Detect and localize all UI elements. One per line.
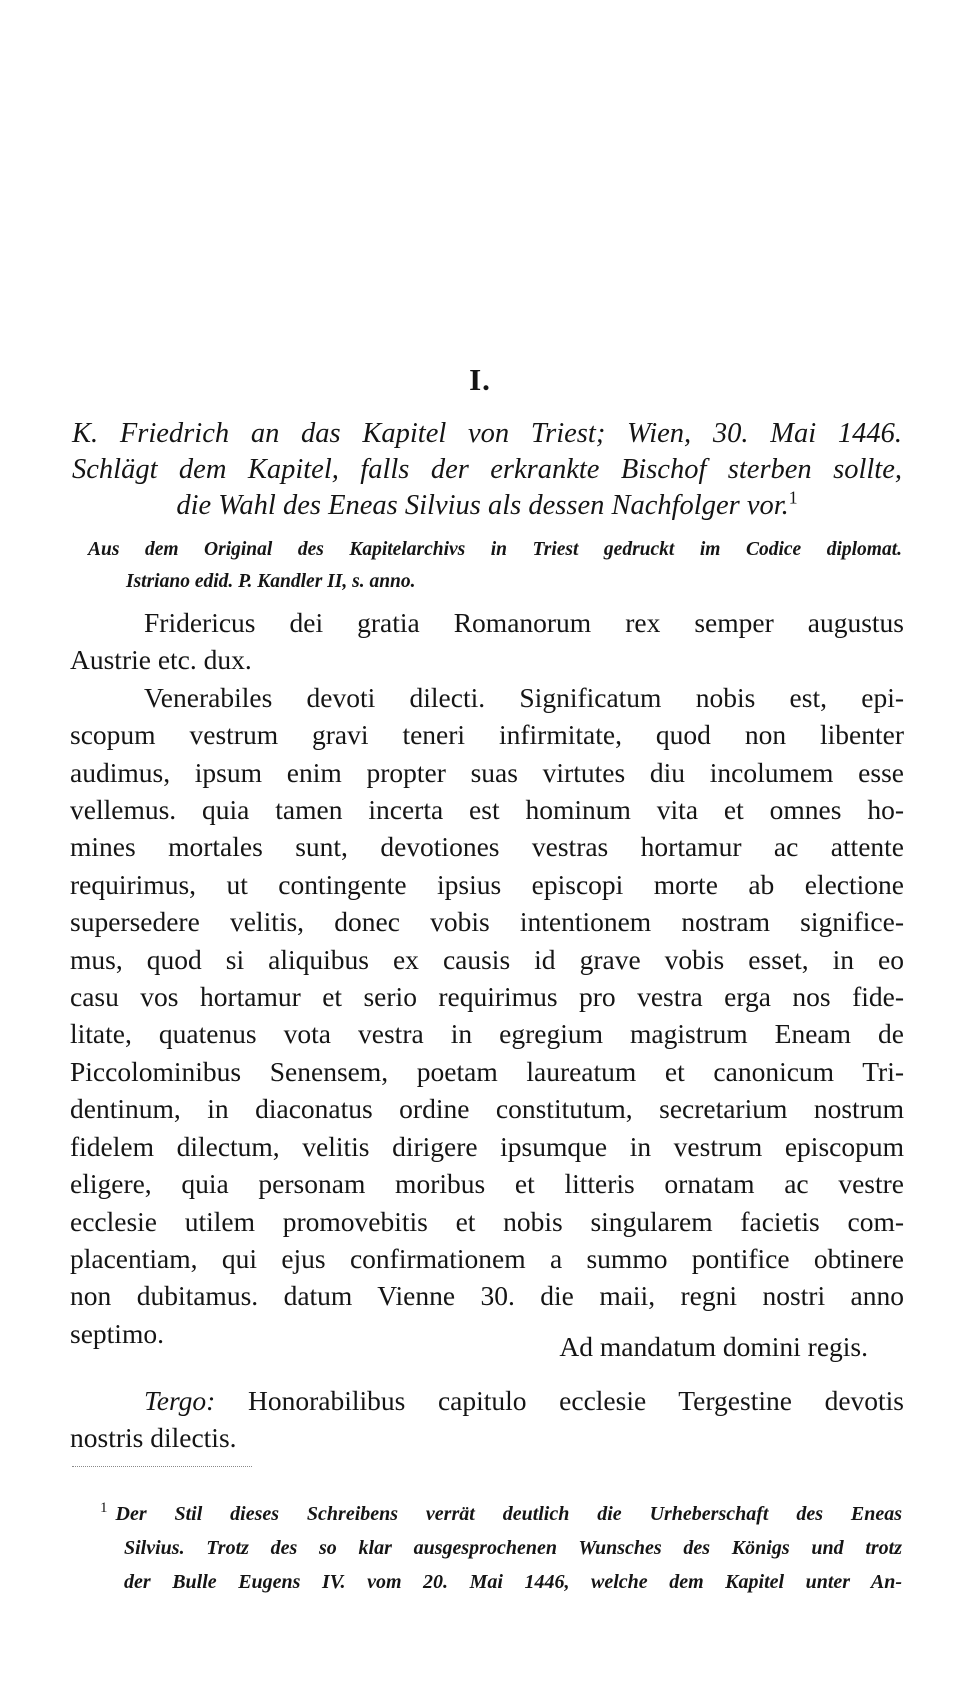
body-line: non dubitamus. datum Vienne 30. die maii, regni nostri anno xyxy=(70,1280,904,1312)
body-line: Austrie etc. dux. xyxy=(70,644,252,676)
body-line: septimo. xyxy=(70,1317,164,1349)
footnote-line-3: der Bulle Eugens IV. vom 20. Mai 1446, welche dem Kapitel unter An- xyxy=(124,1571,902,1593)
tergo-line-1 xyxy=(70,1382,904,1419)
body-line: placentiam, qui ejus confirmationem a summo pontifice obtinere xyxy=(70,1242,904,1274)
body-line: audimus, ipsum enim propter suas virtutes diu incolumem esse xyxy=(70,756,904,788)
tergo-label: Tergo: xyxy=(144,1385,216,1416)
tergo-address xyxy=(70,1382,904,1457)
body-line: requirimus, ut contingente ipsius episcopi morte ab electione xyxy=(70,868,904,900)
body-line: eligere, quia personam moribus et litteris ornatam ac vestre xyxy=(70,1168,904,1200)
body-line: vellemus. quia tamen incerta est hominum vita et omnes ho- xyxy=(70,794,904,826)
body-line: litate, quatenus vota vestra in egregium magistrum Eneam de xyxy=(70,1018,904,1050)
footnote-line-2: Silvius. Trotz des so klar ausgesprochenen Wunsches des Königs und trotz xyxy=(124,1537,902,1559)
body-line: casu vos hortamur et serio requirimus pro vestra erga nos fide- xyxy=(70,981,904,1013)
body-line: ecclesie utilem promovebitis et nobis singularem facietis com- xyxy=(70,1205,904,1237)
body-line: Piccolominibus Senensem, poetam laureatum et canonicum Tri- xyxy=(70,1055,904,1087)
footnote-mark: 1 xyxy=(100,1500,108,1517)
footnote-line-1 xyxy=(72,1497,902,1531)
body-line: mus, quod si aliquibus ex causis id grave vobis esset, in eo xyxy=(70,943,904,975)
footnote-reference: 1 xyxy=(788,487,798,508)
body-line: Venerabiles devoti dilecti. Significatum nobis est, epi- xyxy=(144,681,904,713)
heading-line-2: Schlägt dem Kapitel, falls der erkrankte Bischof sterben sollte, xyxy=(72,454,902,485)
body-line: fidelem dilectum, velitis dirigere ipsumque in vestrum episcopum xyxy=(70,1130,904,1162)
tergo-line-2: nostris dilectis. xyxy=(70,1422,237,1454)
source-line-1: Aus dem Original des Kapitelarchivs in Triest gedruckt im Codice diplomat. xyxy=(88,539,902,560)
source-note xyxy=(88,534,902,598)
source-line-2: Istriano edid. P. Kandler II, s. anno. xyxy=(126,571,416,592)
body-line: scopum vestrum gravi teneri infirmitate, quod non libenter xyxy=(70,719,904,751)
heading-line-3 xyxy=(72,488,902,524)
footnote-line-1-text: Der Stil dieses Schreibens verrät deutlich die Urheberschaft des Eneas xyxy=(115,1503,902,1525)
document-number: I. xyxy=(469,362,491,397)
letter-body xyxy=(70,604,904,1352)
body-line: mines mortales sunt, devotiones vestras hortamur ac attente xyxy=(70,831,904,863)
tergo-line-1-text: Honorabilibus capitulo ecclesie Tergestine devotis xyxy=(247,1385,905,1416)
heading-line-1: K. Friedrich an das Kapitel von Triest; Wien, 30. Mai 1446. xyxy=(72,418,902,449)
footnote xyxy=(72,1497,902,1599)
body-line: supersedere velitis, donec vobis intentionem nostram significe- xyxy=(70,906,904,938)
closing-formula: Ad mandatum domini regis. xyxy=(559,1331,868,1362)
body-line: dentinum, in diaconatus ordine constitutum, secretarium nostrum xyxy=(70,1093,904,1125)
footnote-divider xyxy=(72,1466,252,1467)
document-heading xyxy=(72,416,902,524)
heading-line-3-text: die Wahl des Eneas Silvius als dessen Nachfolger vor. xyxy=(176,490,789,521)
body-line: Fridericus dei gratia Romanorum rex semper augustus xyxy=(144,607,904,638)
